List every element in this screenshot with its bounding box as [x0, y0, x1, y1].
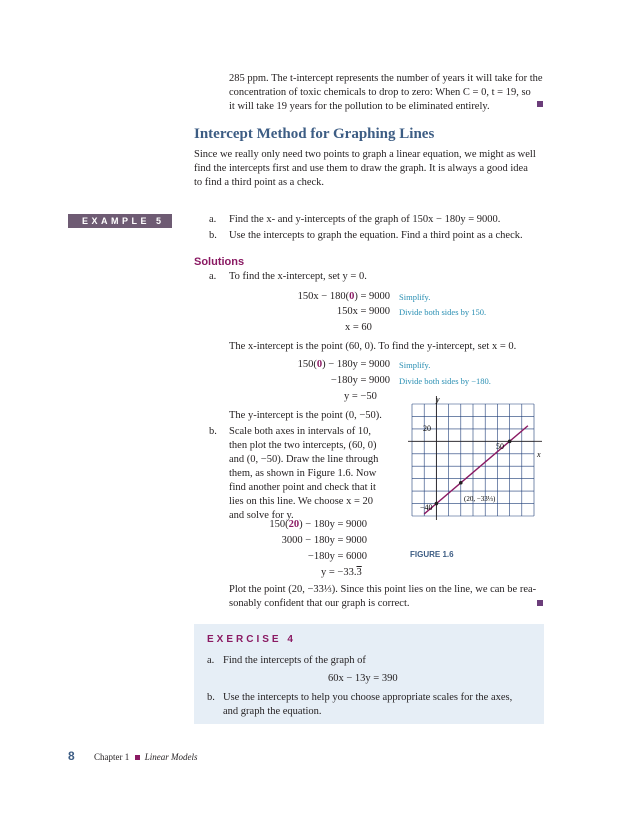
section-line-2: find the intercepts first and use them to draw the graph. It is always a good idea [194, 163, 528, 174]
intro-line-1: 285 ppm. The t-intercept represents the number of years it will take for the [229, 73, 543, 84]
exercise-equation: 60x − 13y = 390 [328, 673, 398, 684]
solution-b-marker: b. [209, 426, 217, 437]
x-intercept-text: The x-intercept is the point (60, 0). To find the y-intercept, set x = 0. [229, 341, 517, 352]
x-axis-label: x [537, 450, 541, 459]
exercise-a-marker: a. [207, 655, 215, 666]
solution-b-line: and (0, −50). Draw the line through [229, 454, 379, 465]
intro-line-2: concentration of toxic chemicals to drop to zero: When C = 0, t = 19, so [229, 87, 531, 98]
equation-4-post: ) − 180y = 9000 [322, 359, 390, 370]
equation-10-repeating-digit: 3 [356, 567, 362, 578]
solution-b-line: find another point and check that it [229, 482, 376, 493]
data-point [508, 440, 512, 444]
footer-chapter: Chapter 1 [94, 752, 130, 762]
equation-4-note: Simplify. [399, 360, 431, 370]
solution-b-paragraph [229, 425, 394, 523]
section-line-3: to find a third point as a check. [194, 177, 325, 188]
exercise-title: EXERCISE 4 [207, 634, 296, 645]
solution-b-line: lies on this line. We choose x = 20 [229, 496, 373, 507]
equation-2-note: Divide both sides by 150. [399, 307, 487, 317]
plot-paragraph [229, 583, 547, 611]
solution-b-line: and solve for y. [229, 510, 294, 521]
equation-10-pre: y = −33. [321, 567, 357, 578]
equation-1 [240, 290, 390, 304]
equation-3: x = 60 [345, 322, 372, 333]
example-a-text: Find the x- and y-intercepts of the graph of 150x − 180y = 9000. [229, 214, 501, 225]
exercise-a-text: Find the intercepts of the graph of [223, 655, 366, 666]
equation-7 [220, 518, 367, 532]
equation-1-note: Simplify. [399, 292, 431, 302]
end-of-example-square-icon [537, 101, 543, 107]
equation-6: y = −50 [344, 391, 377, 402]
page-number: 8 [68, 749, 75, 763]
example-b-marker: b. [209, 230, 217, 241]
section-title: Intercept Method for Graphing Lines [194, 126, 435, 142]
point-label: (20, −33⅓) [464, 495, 496, 503]
end-of-example-square-icon [537, 600, 543, 606]
exercise-b-paragraph [223, 691, 538, 719]
equation-7-pre: 150( [269, 519, 289, 530]
footer-chapter-title: Linear Models [144, 752, 198, 762]
exercise-b-line-1: Use the intercepts to help you choose appropriate scales for the axes, [223, 692, 513, 703]
solution-b-line: Scale both axes in intervals of 10, [229, 426, 372, 437]
tick-label-neg40: −40 [420, 503, 433, 512]
section-line-1: Since we really only need two points to graph a linear equation, we might as well [194, 149, 536, 160]
section-paragraph [194, 148, 546, 190]
example-b-text: Use the intercepts to graph the equation. Find a third point as a check. [229, 230, 523, 241]
exercise-box [194, 624, 544, 724]
data-point [435, 502, 439, 506]
intro-paragraph [229, 72, 545, 114]
equation-4 [240, 358, 390, 372]
equation-4-pre: 150( [297, 359, 317, 370]
equation-1-highlight: 0 [349, 291, 355, 302]
exercise-b-line-2: and graph the equation. [223, 706, 322, 717]
equation-1-pre: 150x − 180( [297, 291, 350, 302]
solution-a-marker: a. [209, 271, 217, 282]
equation-7-highlight: 20 [288, 519, 300, 530]
plot-line-1: Plot the point (20, −33⅓). Since this point lies on the line, we can be rea- [229, 584, 537, 595]
solution-b-line: them, as shown in Figure 1.6. Now [229, 468, 377, 479]
footer-running-head [94, 752, 198, 762]
equation-5: −180y = 9000 [330, 375, 390, 386]
solution-b-line: then plot the two intercepts, (60, 0) [229, 440, 377, 451]
equation-7-post: ) − 180y = 9000 [299, 519, 367, 530]
example-a-marker: a. [209, 214, 217, 225]
equation-2: 150x = 9000 [336, 306, 390, 317]
equation-9: −180y = 6000 [307, 551, 367, 562]
tick-label-50: 50 [496, 442, 504, 451]
equation-8: 3000 − 180y = 9000 [281, 535, 367, 546]
equation-5-note: Divide both sides by −180. [399, 376, 491, 386]
equation-10 [321, 566, 362, 580]
plot-line-2: sonably confident that our graph is correct. [229, 598, 410, 609]
exercise-b-marker: b. [207, 692, 215, 703]
y-intercept-text: The y-intercept is the point (0, −50). [229, 410, 382, 421]
solution-a-text: To find the x-intercept, set y = 0. [229, 271, 367, 282]
footer-square-icon [135, 755, 140, 760]
tick-label-20: 20 [423, 424, 431, 433]
solutions-title: Solutions [194, 256, 245, 268]
equation-1-post: ) = 9000 [354, 291, 390, 302]
figure-caption: FIGURE 1.6 [410, 550, 454, 559]
example-label-bar: EXAMPLE 5 [68, 214, 172, 228]
data-point [459, 481, 463, 485]
y-axis-label: y [436, 395, 440, 404]
figure-1-6-graph [404, 394, 550, 546]
intro-line-3: it will take 19 years for the pollution to be eliminated entirely. [229, 101, 490, 112]
equation-4-highlight: 0 [316, 359, 323, 370]
